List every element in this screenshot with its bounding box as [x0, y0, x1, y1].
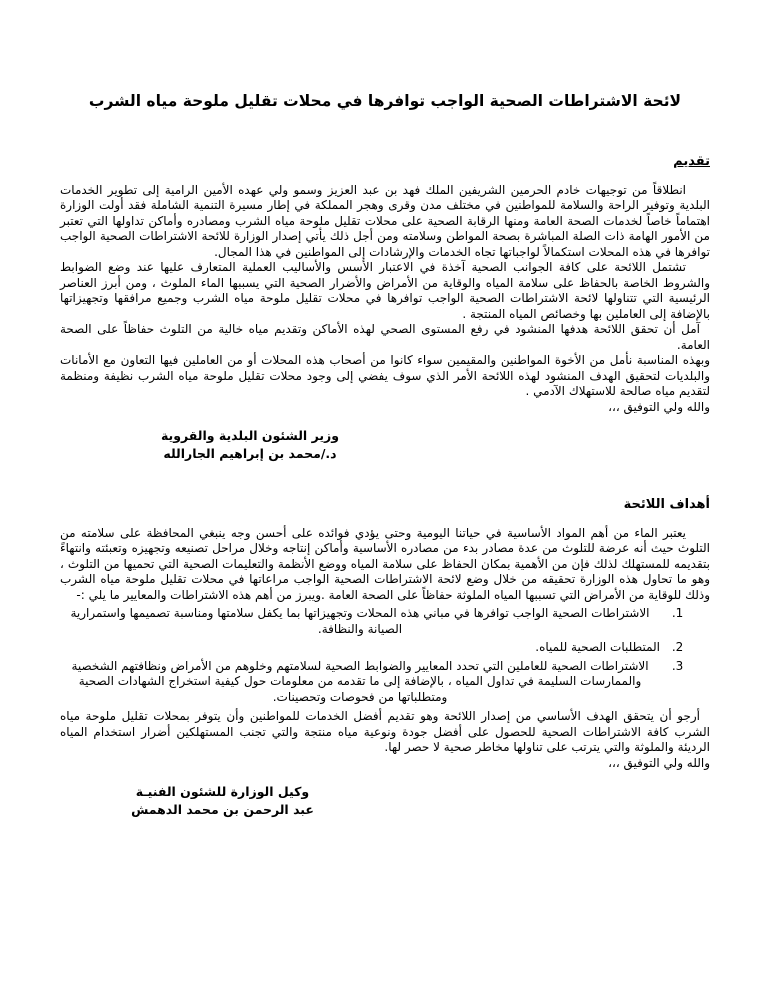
document-title: لائحة الاشتراطات الصحية الواجب توافرها في محلات تقليل ملوحة مياه الشرب	[88, 92, 682, 110]
minister-signature-title: وزير الشئون البلدية والقروية	[160, 428, 340, 443]
objectives-heading: أهداف اللائحة	[623, 497, 710, 512]
intro-heading: تقديم	[673, 154, 710, 169]
deputy-signature-block	[105, 783, 340, 819]
objectives-list-item-2: 2. المتطلبات الصحية للمياه.	[60, 640, 668, 656]
objectives-intro-paragraph: يعتبر الماء من أهم المواد الأساسية في حياتنا اليومية وحتى يؤدي فوائده على أحسن وجه ينبغي المحافظة على سلامته من التلوث حيث أنه عرضة للتلوث من عدة مصادر بدء من مصادره الأساسية وأماكن إنتاجه وخلال مراحل تصنيعه وتجهيزه وتعبئته وانتهاءً بتقديمه للمستهلك لذلك فإن من الأهمية بمكان الحفاظ على سلامة المياه ووضع الأنظمة والتعليمات الصحية التي تحميها من التلوث ، وهو ما تحاول هذه الوزارة تحقيقه من خلال وضع لائحة الاشتراطات الصحية الواجب مراعاتها في محلات تقليل ملوحة مياه الشرب وذلك للوقاية من الأمراض التي تسببها المياه الملوثة حفاظاً على الصحة العامة .ويبرز من أهم هذه الاشتراطات والمعايير ما يلي :-	[60, 525, 710, 602]
objectives-list-item-3: 3. الاشتراطات الصحية للعاملين التي تحدد المعايير والضوابط الصحية لسلامتهم وخلوهم من الأمراض ونظافتهم الشخصية والممارسات السليمة في تداول المياه ، بالإضافة إلى ما تقدمه من معلومات حول كيفية استخراج الشهادات الصحية ومتطلباتها من فحوصات وتحصينات.	[60, 659, 668, 706]
intro-paragraph-1: انطلاقاً من توجيهات خادم الحرمين الشريفين الملك فهد بن عبد العزيز وسمو ولي عهده الأمين الرامية إلى تطوير الخدمات البلدية وتوفير الراحة والسلامة للمواطنين في مختلف مدن وقرى وهجر المملكة في إطار مسيرة التنمية الشاملة فقد أولت الوزارة اهتماماً خاصاً لخدمات الصحة العامة ومنها الرقابة الصحية على محلات تقليل ملوحة مياه الشرب ومصادره وأماكن تداولها التي تعتبر من الأمور الهامة ذات الصلة المباشرة بصحة المواطن وسلامته ومن أجل ذلك يأتي إصدار الوزارة للائحة الاشتراطات الصحية الواجب توافرها في هذه المحلات استكمالاً لواجباتها تجاه الخدمات والإرشادات إلى المواطنين في هذا المجال.	[60, 182, 710, 259]
objectives-list-item-1: 1. الاشتراطات الصحية الواجب توافرها في مباني هذه المحلات وتجهيزاتها بما يكفل سلامتها ومناسبة تصميمها واستمرارية الصيانة والنظافة.	[60, 606, 668, 637]
objectives-list	[60, 606, 710, 705]
intro-paragraph-2: تشتمل اللائحة على كافة الجوانب الصحية آخذة في الاعتبار الأسس والأساليب العملية المتعارف عليها عند وضع الضوابط والشروط الخاصة بالحفاظ على سلامة المياه والوقاية من الأمراض والأضرار الصحية التي يسببها الماء الملوث ، ومن أبرز العناصر الرئيسية التي تتناولها لائحة الاشتراطات الصحية الواجب توافرها في محلات تقليل ملوحة مياه الشرب وجميع مرافقها وتجهيزاتها بالإضافة إلى العاملين بها وخصائص المياه المنتجة .	[60, 260, 710, 321]
objectives-section	[60, 497, 710, 819]
minister-signature-block	[145, 427, 355, 463]
objectives-closing-paragraph: أرجو أن يتحقق الهدف الأساسي من إصدار اللائحة وهو تقديم أفضل الخدمات للمواطنين وأن يتوفر بمحلات تقليل ملوحة مياه الشرب كافة الاشتراطات الصحية للحصول على أفضل جودة ونوعية مياه منتجة والتي تجنب المستهلكين أضرار استخدام المياه الرديئة والملوثة والتي يترتب على تناولها مخاطر صحية لا حصر لها.	[60, 709, 710, 754]
deputy-signature-name: عبد الرحمن بن محمد الدهمش	[131, 802, 314, 817]
deputy-signature-title: وكيل الوزارة للشئون الفنيـة	[135, 784, 310, 799]
intro-paragraph-3: آمل أن تحقق اللائحة هدفها المنشود في رفع المستوى الصحي لهذه الأماكن وتقديم مياه خالية من التلوث حفاظاً على الصحة العامة.	[60, 322, 710, 352]
intro-closing-line: والله ولي التوفيق ،،،	[608, 399, 710, 414]
minister-signature-name: د./محمد بن إبراهيم الجارالله	[163, 446, 337, 461]
intro-section	[60, 154, 710, 463]
intro-paragraph-4: وبهذه المناسبة نأمل من الأخوة المواطنين والمقيمين سواء كانوا من أصحاب هذه المحلات أو من العاملين فيها التعاون مع الأمانات والبلديات لتحقيق الهدف المنشود لهذه اللائحة الأمر الذي سوف يفضي إلى وجود محلات تقليل ملوحة مياه الشرب نظيفة ومنظمة لتقديم مياه صالحة للاستهلاك الآدمي .	[60, 353, 710, 398]
objectives-closing-line: والله ولي التوفيق ،،،	[608, 755, 710, 770]
